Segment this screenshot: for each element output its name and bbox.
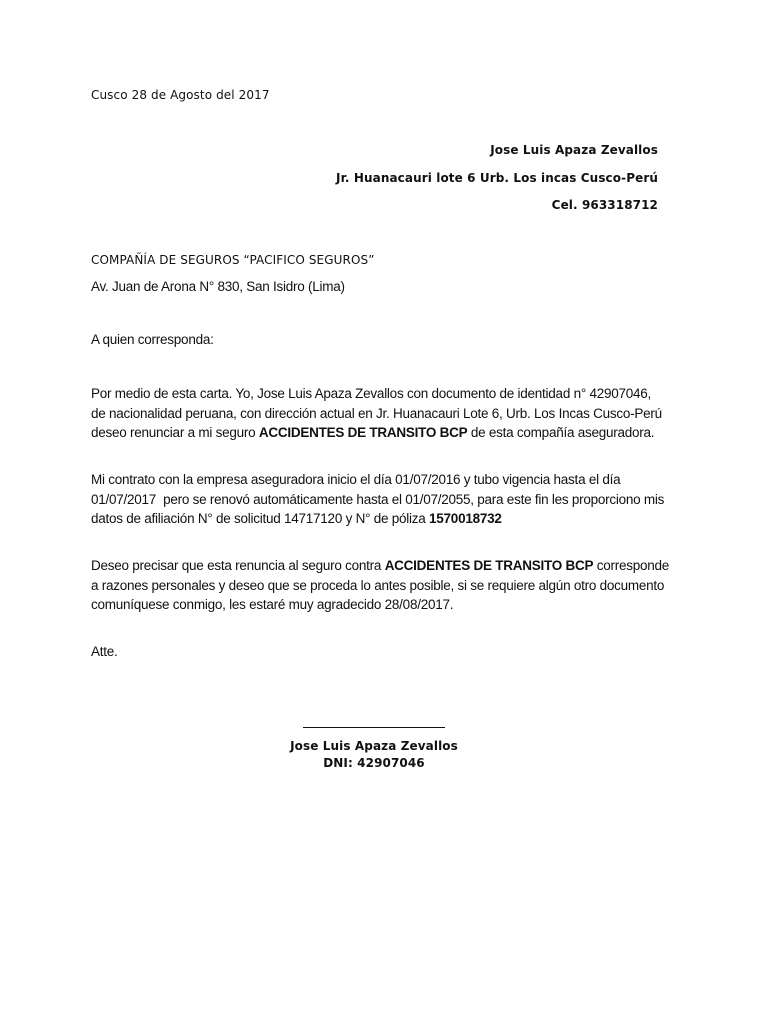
paragraph1-line3-post: de esta compañía aseguradora. bbox=[467, 425, 655, 440]
paragraph-resignation bbox=[91, 384, 691, 443]
recipient-company: COMPAÑÍA DE SEGUROS “PACIFICO SEGUROS” bbox=[91, 253, 375, 267]
paragraph-reasons bbox=[91, 556, 691, 615]
sender-address: Jr. Huanacauri lote 6 Urb. Los incas Cusco-Perú bbox=[336, 171, 658, 185]
paragraph2-line1: Mi contrato con la empresa aseguradora inicio el día 01/07/2016 y tubo vigencia hasta el día bbox=[91, 472, 621, 487]
paragraph3-line1-pre: Deseo precisar que esta renuncia al seguro contra bbox=[91, 558, 385, 573]
salutation: A quien corresponda: bbox=[91, 332, 214, 347]
signature-line bbox=[303, 727, 445, 728]
paragraph1-line2: de nacionalidad peruana, con dirección actual en Jr. Huanacauri Lote 6, Urb. Los Incas Cusco-Perú bbox=[91, 405, 662, 421]
paragraph1-line3-pre: deseo renunciar a mi seguro bbox=[91, 425, 259, 440]
paragraph3-line1-post: corresponde bbox=[593, 558, 670, 573]
paragraph2-line3-pre: datos de afiliación N° de solicitud 14717120 y N° de póliza bbox=[91, 511, 430, 526]
paragraph1-line3 bbox=[91, 423, 691, 443]
closing: Atte. bbox=[91, 644, 118, 659]
paragraph-contract bbox=[91, 470, 691, 529]
paragraph3-line3: comuníquese conmigo, les estaré muy agradecido 28/08/2017. bbox=[91, 597, 454, 612]
paragraph3-line2: a razones personales y deseo que se proceda lo antes posible, si se requiere algún otro documento bbox=[91, 577, 665, 593]
signature-dni: DNI: 42907046 bbox=[323, 756, 425, 770]
paragraph1-line1: Por medio de esta carta. Yo, Jose Luis Apaza Zevallos con documento de identidad n° 42907046, bbox=[91, 386, 652, 401]
date-line: Cusco 28 de Agosto del 2017 bbox=[91, 88, 270, 102]
insurance-name-bold: ACCIDENTES DE TRANSITO BCP bbox=[258, 425, 468, 440]
signature-name: Jose Luis Apaza Zevallos bbox=[290, 739, 458, 753]
sender-phone: Cel. 963318712 bbox=[551, 198, 658, 212]
paragraph2-line2: 01/07/2017 pero se renovó automáticamente hasta el 01/07/2055, para este fin les proporciono mis bbox=[91, 491, 665, 507]
policy-number-bold: 1570018732 bbox=[429, 511, 502, 526]
sender-name: Jose Luis Apaza Zevallos bbox=[490, 143, 658, 157]
insurance-name-bold-2: ACCIDENTES DE TRANSITO BCP bbox=[384, 558, 594, 573]
paragraph3-line1 bbox=[91, 556, 691, 576]
paragraph2-line3 bbox=[91, 509, 691, 529]
recipient-address: Av. Juan de Arona N° 830, San Isidro (Lima) bbox=[91, 279, 345, 294]
